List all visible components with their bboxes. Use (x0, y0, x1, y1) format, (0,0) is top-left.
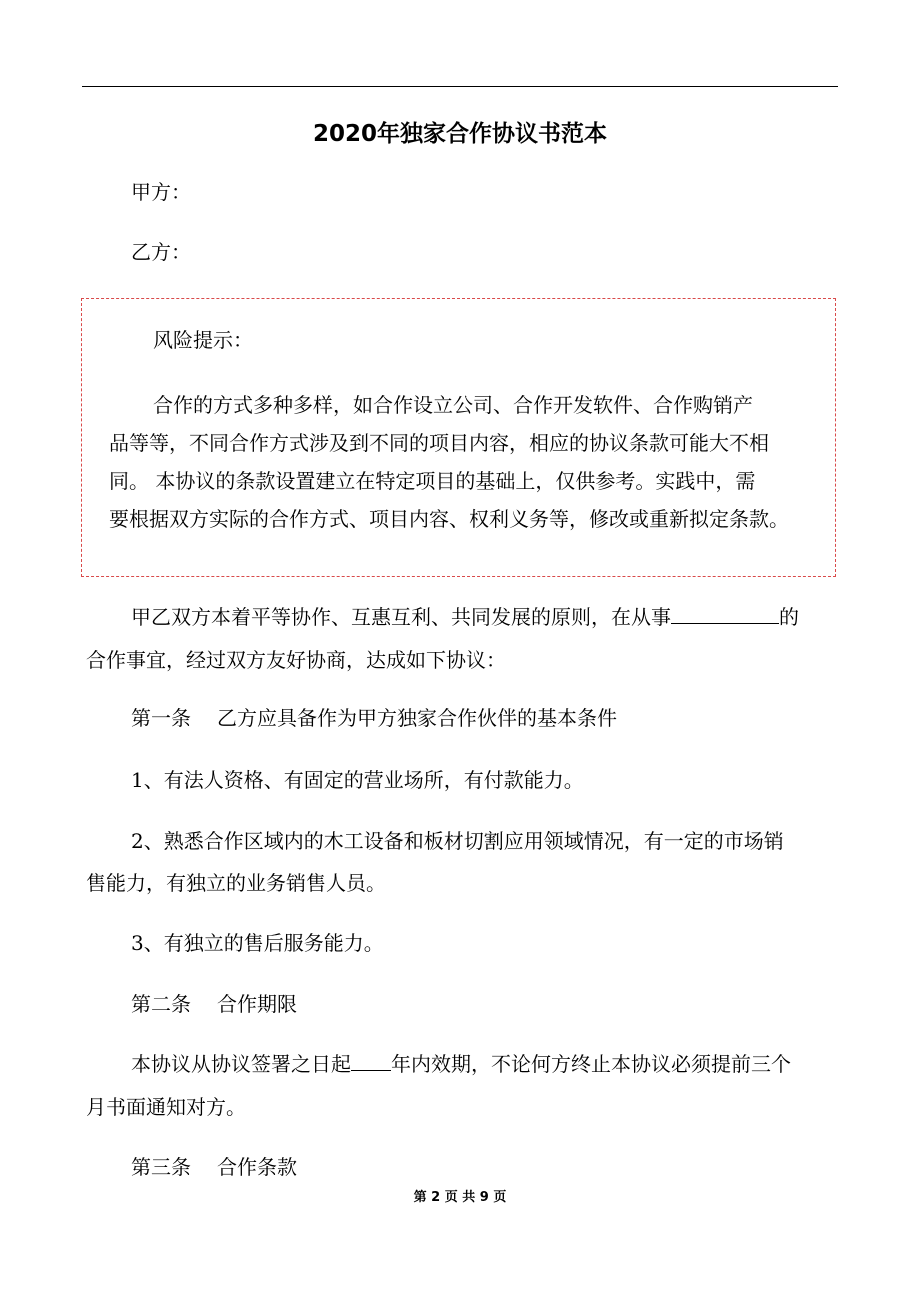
article-3-heading (131, 1153, 297, 1181)
risk-line-4: 要根据双方实际的合作方式、项目内容、权利义务等，修改或重新拟定条款。 (109, 507, 789, 531)
risk-line-2: 品等等，不同合作方式涉及到不同的项目内容，相应的协议条款可能大不相 (109, 431, 769, 455)
party-a-label: 甲方： (131, 180, 191, 204)
article-2-number: 第二条 (131, 992, 191, 1016)
article-1-title: 乙方应具备作为甲方独家合作伙伴的基本条件 (217, 706, 617, 730)
article-1-item-1: 1、有法人资格、有固定的营业场所，有付款能力。 (131, 768, 584, 792)
preamble-text: 甲乙双方本着平等协作、互惠互利、共同发展的原则，在从事 (131, 605, 671, 629)
article-2-heading (131, 990, 297, 1018)
article-2-text: 本协议从协议签署之日起 (131, 1052, 351, 1076)
risk-heading: 风险提示： (153, 328, 253, 352)
page-footer: 第 2 页 共 9 页 (413, 1190, 507, 1205)
fill-in-blank-business[interactable] (671, 603, 779, 624)
article-1-item-2-line-2: 售能力，有独立的业务销售人员。 (86, 871, 386, 895)
document-title: 2020年独家合作协议书范本 (312, 121, 607, 147)
risk-line-3: 同。 本协议的条款设置建立在特定项目的基础上，仅供参考。实践中，需 (109, 469, 756, 493)
preamble-line-1 (131, 603, 799, 631)
header-rule (82, 86, 838, 87)
article-1-item-2-line-1: 2、熟悉合作区域内的木工设备和板材切割应用领域情况，有一定的市场销 (131, 829, 784, 853)
article-1-number: 第一条 (131, 706, 191, 730)
article-3-number: 第三条 (131, 1155, 191, 1179)
article-1-heading (131, 704, 617, 732)
risk-line-1: 合作的方式多种多样，如合作设立公司、合作开发软件、合作购销产 (153, 393, 753, 417)
preamble-text-end: 的 (779, 605, 799, 629)
party-b-label: 乙方： (131, 240, 191, 264)
article-2-title: 合作期限 (217, 992, 297, 1016)
article-2-line-1 (131, 1050, 791, 1078)
article-1-item-3: 3、有独立的售后服务能力。 (131, 931, 384, 955)
article-2-line-2: 月书面通知对方。 (86, 1095, 246, 1119)
article-2-text-end: 年内效期，不论何方终止本协议必须提前三个 (391, 1052, 791, 1076)
preamble-line-2: 合作事宜，经过双方友好协商，达成如下协议： (86, 648, 506, 672)
fill-in-blank-years[interactable] (351, 1050, 391, 1071)
article-3-title: 合作条款 (217, 1155, 297, 1179)
